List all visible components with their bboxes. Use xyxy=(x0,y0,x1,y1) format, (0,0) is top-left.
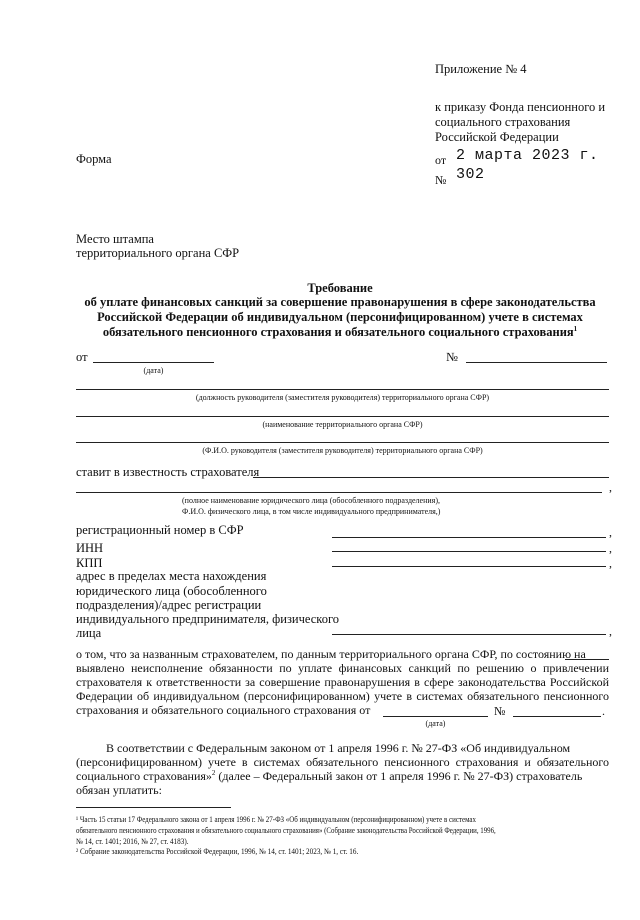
para2-line-1: В соответствии с Федеральным законом от 1 апреля 1996 г. № 27-ФЗ «Об индивидуальном xyxy=(106,741,571,755)
stamp-line-2: территориального органа СФР xyxy=(76,246,240,260)
footnote-1-line-3: № 14, ст. 1401; 2016, № 27, ст. 4183). xyxy=(76,837,189,846)
date-field[interactable] xyxy=(93,362,214,363)
reg-number-field[interactable] xyxy=(332,537,606,538)
insurer-field-1[interactable] xyxy=(253,477,609,478)
kpp-comma: , xyxy=(609,556,612,570)
decision-period: . xyxy=(602,704,605,718)
inform-label: ставит в известность страхователя xyxy=(76,465,260,479)
para2-line-3-b: (далее – Федеральный закон от 1 апреля 1996 г. № 27-ФЗ) страхователь xyxy=(215,769,583,783)
para2-line-3 xyxy=(76,769,582,784)
footnote-1-line-2: обязательного пенсионного страхования и обязательного социального страхования» (Собрание законодательства Российской Федерации, 1996, xyxy=(76,826,496,835)
address-label-3: подразделения)/адрес регистрации xyxy=(76,598,262,612)
decision-date-field[interactable] xyxy=(383,716,488,717)
address-label-5: лица xyxy=(76,626,102,640)
number-field[interactable] xyxy=(466,362,607,363)
address-field[interactable] xyxy=(332,634,606,635)
position-caption: (должность руководителя (заместителя руководителя) территориального органа СФР) xyxy=(195,393,490,402)
para1-line-5: страхования и обязательного социального страхования от xyxy=(76,703,371,717)
address-comma: , xyxy=(609,624,612,638)
footnote-2: ² Собрание законодательства Российской Федерации, 1996, № 14, ст. 1401; 2023, № 1, ст. 16. xyxy=(76,847,359,856)
position-field[interactable] xyxy=(76,389,609,390)
stamp-line-1: Место штампа xyxy=(76,232,154,246)
reg-number-label: регистрационный номер в СФР xyxy=(76,523,244,537)
footnote-1-line-1: ¹ Часть 15 статьи 17 Федерального закона от 1 апреля 1996 г. № 27-ФЗ «Об индивидуальном (персонифицированном) учете в системах xyxy=(76,815,476,824)
form-label: Форма xyxy=(76,152,112,166)
order-from-label: от xyxy=(435,153,447,167)
kpp-field[interactable] xyxy=(332,566,606,567)
para1-line-1: о том, что за названным страхователем, по данным территориального органа СФР, по состоянию на xyxy=(76,647,586,661)
from-label: от xyxy=(76,350,88,364)
inn-field[interactable] xyxy=(332,551,606,552)
status-date-field[interactable] xyxy=(565,659,609,660)
decision-date-caption: (дата) xyxy=(425,719,446,728)
date-caption: (дата) xyxy=(143,366,164,375)
footnote-mark-2: 2 xyxy=(211,769,216,777)
org-name-caption: (наименование территориального органа СФР) xyxy=(262,420,423,429)
inn-label: ИНН xyxy=(76,541,104,555)
org-name-field[interactable] xyxy=(76,416,609,417)
fio-field[interactable] xyxy=(76,442,609,443)
kpp-label: КПП xyxy=(76,556,103,570)
doc-title-line-1: об уплате финансовых санкций за совершение правонарушения в сфере законодательства xyxy=(84,295,596,309)
decision-number-field[interactable] xyxy=(513,716,601,717)
insurer-caption-1: (полное наименование юридического лица (обособленного подразделения), xyxy=(182,496,441,505)
address-label-1: адрес в пределах места нахождения xyxy=(76,569,267,583)
no-label: № xyxy=(446,350,458,364)
decision-no-label: № xyxy=(494,704,506,718)
reg-comma: , xyxy=(609,525,612,539)
order-line-1: к приказу Фонда пенсионного и xyxy=(435,100,606,114)
address-label-4: индивидуального предпринимателя, физического xyxy=(76,612,340,626)
insurer-comma: , xyxy=(609,480,612,494)
footnote-separator xyxy=(76,807,231,808)
order-number: 302 xyxy=(456,166,485,183)
para2-line-4: обязан уплатить: xyxy=(76,783,162,797)
insurer-field-2[interactable] xyxy=(76,492,602,493)
address-label-2: юридического лица (обособленного xyxy=(76,584,267,598)
appendix-label: Приложение № 4 xyxy=(435,62,527,76)
insurer-caption-2: Ф.И.О. физического лица, в том числе индивидуального предпринимателя,) xyxy=(182,507,441,516)
fio-caption: (Ф.И.О. руководителя (заместителя руководителя) территориального органа СФР) xyxy=(202,446,483,455)
footnote-mark-1: 1 xyxy=(573,324,578,333)
para1-line-3: страхователя к ответственности за совершение правонарушения в сфере законодательства Российской xyxy=(76,675,609,689)
para2-line-2: (персонифицированном) учете в системах обязательного пенсионного страхования и обязательного xyxy=(76,755,609,769)
doc-title: Требование xyxy=(307,281,373,295)
order-number-label: № xyxy=(435,173,447,187)
inn-comma: , xyxy=(609,541,612,555)
order-date: 2 марта 2023 г. xyxy=(456,147,599,164)
para1-line-2: выявлено неисполнение обязанности по уплате финансовых санкций по решению о привлечении xyxy=(76,661,609,675)
doc-title-line-2: Российской Федерации об индивидуальном (персонифицированном) учете в системах xyxy=(97,310,583,324)
para2-line-3-a: социального страхования» xyxy=(76,769,212,783)
order-line-3: Российской Федерации xyxy=(435,130,559,144)
doc-title-line-3-text: обязательного пенсионного страхования и обязательного социального страхования xyxy=(102,325,574,339)
para1-line-4: Федерации об индивидуальном (персонифицированном) учете в системах обязательного пенсионного xyxy=(76,689,609,703)
doc-title-line-3 xyxy=(0,325,640,340)
order-line-2: социального страхования xyxy=(435,115,571,129)
